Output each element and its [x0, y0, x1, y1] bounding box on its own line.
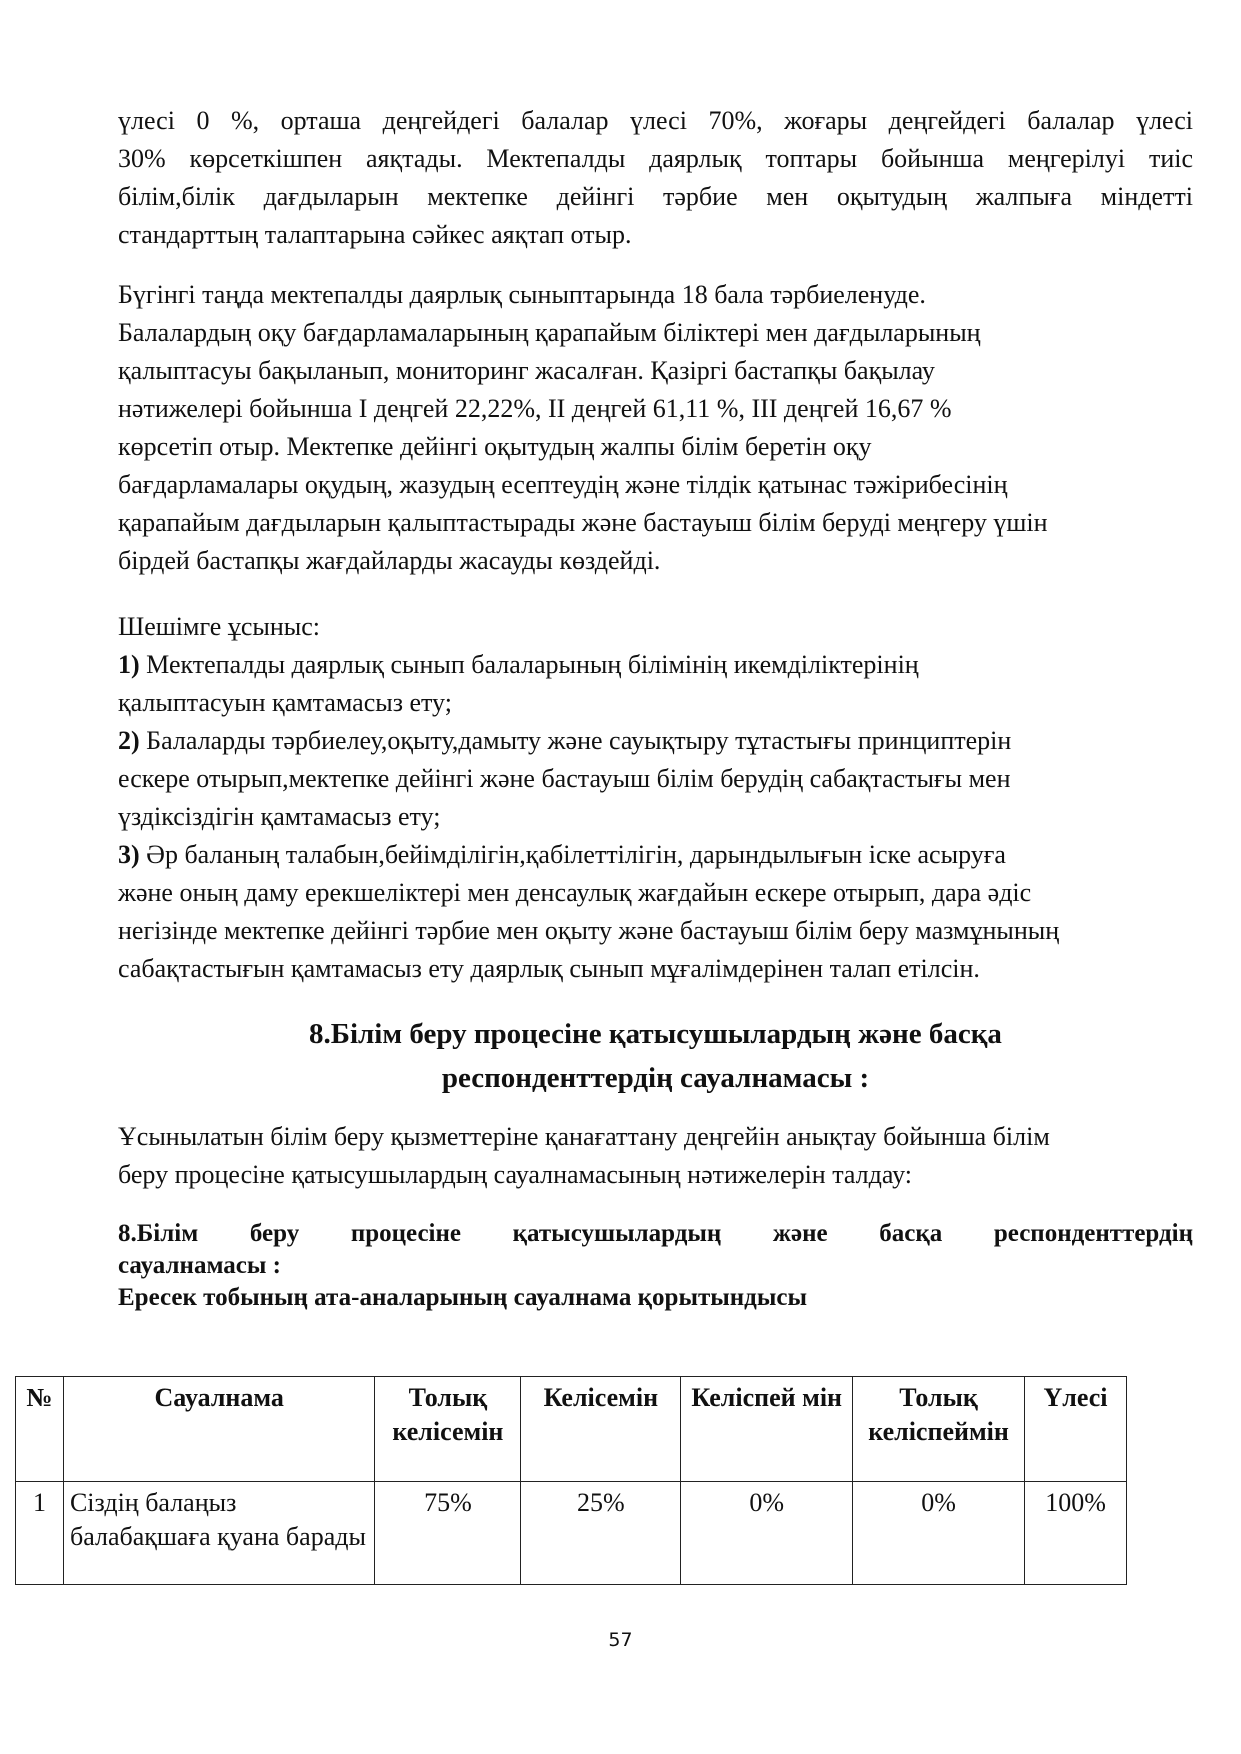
recommendations-title: Шешімге ұсыныс: [118, 612, 320, 641]
text-line: білім,білік дағдыларын мектепке дейінгі тәрбие мен оқытудың жалпыға міндетті [118, 182, 1193, 211]
text-line: Бүгінгі таңда мектепалды даярлық сыныптарында 18 бала тәрбиеленуде. [118, 280, 926, 309]
recommendation-item [118, 722, 1193, 760]
text-line: Әр баланың талабын,бейімділігін,қабілеттілігін, дарындылығын іске асыруға [139, 840, 1006, 869]
recommendations [118, 608, 1193, 988]
text-line: көрсетіп отыр. Мектепке дейінгі оқытудың жалпы білім беретін оқу [118, 432, 872, 461]
text-line: қарапайым дағдыларын қалыптастырады және бастауыш білім беруді меңгеру үшін [118, 508, 1048, 537]
item-number: 2) [118, 726, 140, 755]
text-line: Балалардың оқу бағдарламаларының қарапайым біліктері мен дағдыларының [118, 318, 981, 347]
recommendation-item [118, 646, 1193, 684]
text-line: үлесі 0 %, орташа деңгейдегі балалар үлесі 70%, жоғары деңгейдегі балалар үлесі [118, 106, 1193, 135]
column-header: Толық келіспеймін [853, 1377, 1025, 1482]
survey-question: Сіздің балаңыз балабақшаға қуана барады [63, 1482, 375, 1585]
disagree-value: 0% [681, 1482, 853, 1585]
column-header: Келісемін [521, 1377, 681, 1482]
heading-line: 8.Білім беру процесіне қатысушылардың және басқа [309, 1018, 1002, 1050]
item-number: 3) [118, 840, 140, 869]
table-header-row [16, 1377, 1127, 1482]
text-line: үздіксіздігін қамтамасыз ету; [118, 802, 441, 831]
row-number: 1 [16, 1482, 64, 1585]
text-line: 30% көрсеткішпен аяқтады. Мектепалды даярлық топтары бойынша меңгерілуі тиіс [118, 144, 1193, 173]
column-header: Сауалнама [63, 1377, 375, 1482]
recommendation-item [118, 836, 1193, 874]
text-line: және оның даму ерекшеліктері мен денсаулық жағдайын ескере отырып, дара әдіс [118, 878, 1032, 907]
table-heading [118, 1218, 1193, 1314]
subheading-line: сауалнамасы : [118, 1252, 282, 1279]
text-line: нәтижелері бойынша I деңгей 22,22%, II деңгей 61,11 %, III деңгей 16,67 % [118, 394, 952, 423]
text-line: Мектепалды даярлық сынып балаларының білімінің икемділіктерінің [139, 650, 919, 679]
text-line: бірдей бастапқы жағдайларды жасауды көздейді. [118, 546, 661, 575]
paragraph-monitoring [118, 276, 1193, 580]
text-line: ескере отырып,мектепке дейінгі және бастауыш білім берудің сабақтастығы мен [118, 764, 1011, 793]
item-number: 1) [118, 650, 140, 679]
share-value: 100% [1025, 1482, 1127, 1585]
page-number: 57 [608, 1629, 633, 1651]
table-row [16, 1482, 1127, 1585]
column-header: Келіспей мін [681, 1377, 853, 1482]
survey-table [15, 1376, 1127, 1585]
text-line: сабақтастығын қамтамасыз ету даярлық сынып мұғалімдерінен талап етілсін. [118, 954, 980, 983]
agree-value: 25% [521, 1482, 681, 1585]
text-line: қалыптасуын қамтамасыз ету; [118, 688, 452, 717]
subheading-line: 8.Білім беру процесіне қатысушылардың және басқа респонденттердің [118, 1220, 1193, 1247]
text-line: бағдарламалары оқудың, жазудың есептеудің және тілдік қатынас тәжірибесінің [118, 470, 1008, 499]
text-line: негізінде мектепке дейінгі тәрбие мен оқыту және бастауыш білім беру мазмұнының [118, 916, 1060, 945]
text-line: беру процесіне қатысушылардың сауалнамасының нәтижелерін талдау: [118, 1160, 912, 1189]
text-line: Ұсынылатын білім беру қызметтеріне қанағаттану деңгейін анықтау бойынша білім [118, 1122, 1050, 1151]
subheading-line: Ересек тобының ата-аналарының сауалнама қорытындысы [118, 1284, 807, 1311]
paragraph-analysis [118, 1118, 1193, 1194]
section-heading [118, 1012, 1193, 1100]
fully-agree-value: 75% [375, 1482, 521, 1585]
heading-line: респонденттердің сауалнамасы : [441, 1062, 870, 1094]
paragraph-results [118, 102, 1193, 254]
text-line: қалыптасуы бақыланып, мониторинг жасалған. Қазіргі бастапқы бақылау [118, 356, 935, 385]
column-header: Толық келісемін [375, 1377, 521, 1482]
column-header: № [16, 1377, 64, 1482]
text-line: стандарттың талаптарына сәйкес аяқтап отыр. [118, 220, 632, 249]
fully-disagree-value: 0% [853, 1482, 1025, 1585]
text-line: Балаларды тәрбиелеу,оқыту,дамыту және сауықтыру тұтастығы принциптерін [139, 726, 1012, 755]
column-header: Үлесі [1025, 1377, 1127, 1482]
